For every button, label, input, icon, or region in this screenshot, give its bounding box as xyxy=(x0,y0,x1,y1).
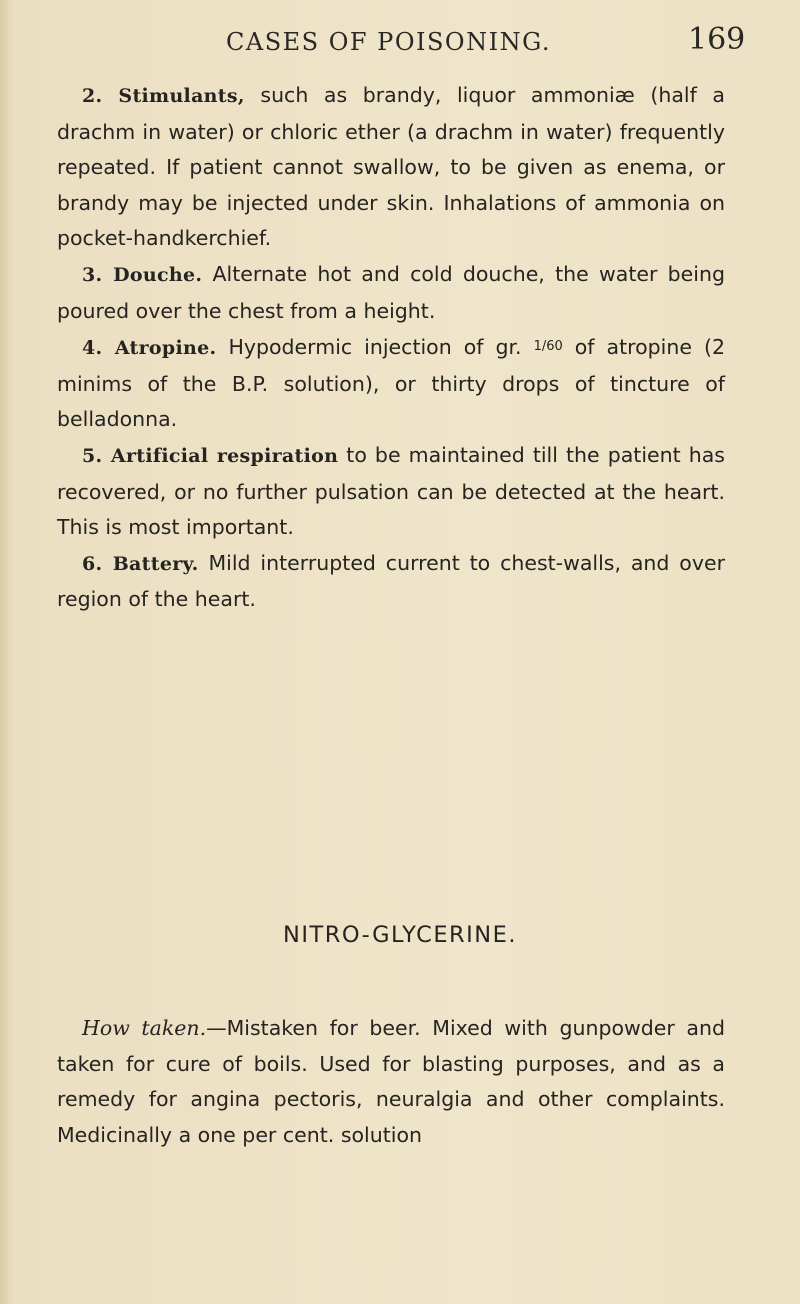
how-taken-paragraph xyxy=(57,1011,725,1153)
page-number: 169 xyxy=(688,22,746,57)
item-text: of atropine (2 minims of the B.P. solution), or thirty drops of tincture of belladonna. xyxy=(57,335,726,432)
dose-fraction: 1/60 xyxy=(533,339,563,355)
treatment-list xyxy=(57,78,725,618)
item-artificial-respiration xyxy=(57,438,725,546)
section-body xyxy=(57,1011,725,1153)
how-taken-text: —Mistaken for beer. Mixed with gunpowder and taken for cure of boils. Used for blasting purposes, and as a remedy for angina pectoris, neuralgia and other complaints. Medicinally a one per cent. solution xyxy=(57,1016,725,1147)
item-stimulants xyxy=(57,78,725,257)
item-lead: 3. Douche. xyxy=(82,263,203,286)
how-taken-lead: How taken. xyxy=(82,1016,207,1040)
item-lead: 2. Stimulants, xyxy=(82,85,245,107)
running-head: CASES OF POISONING. xyxy=(226,28,552,56)
item-text: such as brandy, liquor ammoniæ (half a drachm in water) or chloric ether (a drachm in water) frequently repeated. If patient cannot swallow, to be given as enema, or brandy may be injected under skin. Inhalations of ammonia on pocket-handkerchief. xyxy=(57,83,725,251)
item-lead: 4. Atropine. xyxy=(82,337,217,360)
section-title: NITRO-GLYCERINE. xyxy=(282,922,517,948)
item-text: Mild interrupted current to chest-walls, and over region of the heart. xyxy=(57,550,726,612)
item-text: Alternate hot and cold douche, the water being poured over the chest from a height. xyxy=(57,261,725,323)
item-text: to be maintained till the patient has recovered, or no further pulsation can be detected at the heart. This is most important. xyxy=(57,442,725,540)
item-atropine xyxy=(57,329,725,438)
item-text: Hypodermic injection of gr. xyxy=(216,335,534,360)
item-lead: 6. Battery. xyxy=(82,552,199,575)
page-header xyxy=(0,22,800,62)
item-battery xyxy=(57,546,725,618)
item-douche xyxy=(57,257,725,329)
item-lead: 5. Artificial respiration xyxy=(82,444,339,467)
